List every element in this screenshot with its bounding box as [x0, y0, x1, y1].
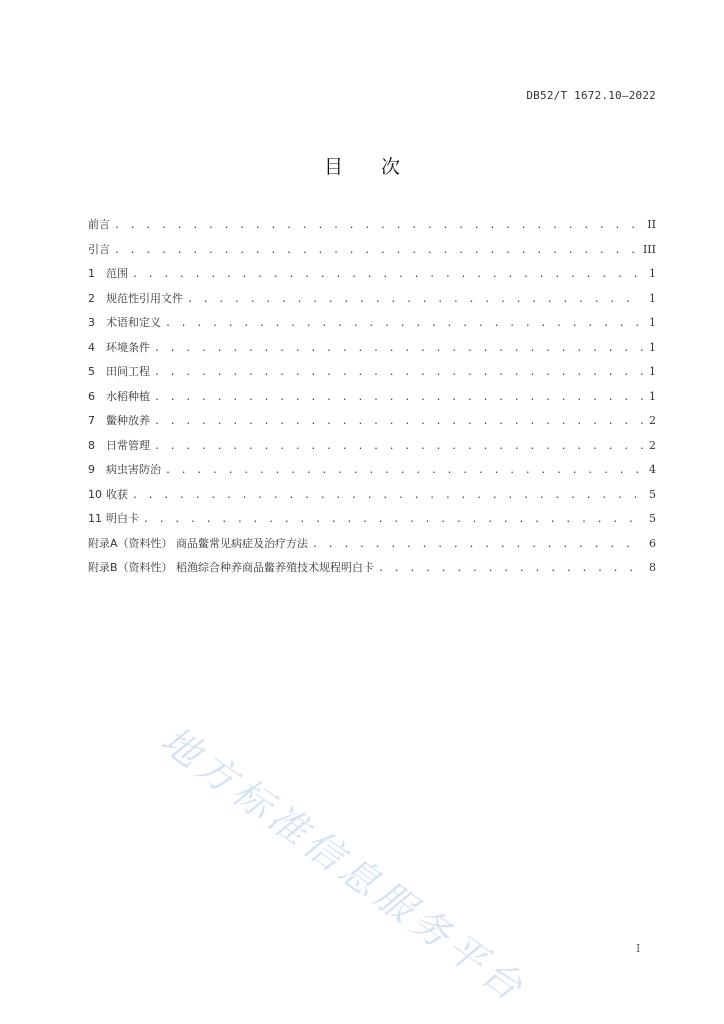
toc-page-number: 1 [649, 316, 656, 329]
toc-leader-dots [378, 563, 643, 574]
toc-leader-dots [187, 294, 643, 305]
toc-label: 3 术语和定义 [88, 316, 161, 329]
toc-leader-dots [154, 441, 643, 452]
toc-leader-dots [154, 416, 643, 427]
toc-label: 11 明白卡 [88, 512, 139, 525]
title-char-1: 目 [323, 156, 343, 178]
toc-leader-dots [143, 514, 643, 525]
toc-entry[interactable] [88, 388, 656, 413]
page-number: I [636, 942, 641, 955]
toc-entry[interactable] [88, 339, 656, 364]
toc-entry[interactable] [88, 486, 656, 511]
toc-label: 5 田间工程 [88, 365, 150, 378]
toc-page-number: 1 [649, 340, 656, 354]
toc-page-number: 1 [649, 267, 656, 280]
toc-label: 7 鳖种放养 [88, 414, 150, 427]
toc-page-number: 5 [649, 512, 656, 525]
title-char-2: 次 [381, 156, 401, 178]
toc-page-number: 1 [649, 291, 656, 305]
toc-entry[interactable] [88, 461, 656, 486]
toc-label: 4 环境条件 [88, 340, 150, 354]
toc-leader-dots [154, 392, 643, 403]
toc-label: 1 范围 [88, 267, 128, 280]
toc-entry[interactable] [88, 412, 656, 437]
toc-entry[interactable] [88, 265, 656, 290]
toc-page-number: 4 [649, 463, 656, 476]
toc-entry[interactable] [88, 241, 656, 266]
toc-leader-dots [154, 367, 643, 378]
toc-label: 2 规范性引用文件 [88, 291, 183, 305]
toc-label: 引言 [88, 242, 110, 256]
toc-leader-dots [114, 245, 637, 256]
toc-leader-dots [165, 465, 643, 476]
toc-leader-dots [165, 318, 643, 329]
toc-label: 附录A（资料性） 商品鳖常见病症及治疗方法 [88, 536, 309, 550]
toc-label: 6 水稻种植 [88, 389, 150, 403]
page-title [0, 152, 724, 179]
toc-leader-dots [154, 343, 643, 354]
toc-page-number: 2 [649, 414, 656, 427]
toc-entry[interactable] [88, 290, 656, 315]
toc-leader-dots [114, 220, 641, 231]
toc-page-number: 1 [649, 365, 656, 378]
toc-page-number: 1 [649, 389, 656, 403]
toc-entry[interactable] [88, 216, 656, 241]
toc-label: 10 收获 [88, 487, 128, 501]
toc-page-number: III [642, 242, 656, 256]
toc-page-number: 6 [649, 536, 656, 550]
toc-leader-dots [132, 269, 643, 280]
toc-page-number: 2 [649, 438, 656, 452]
toc-leader-dots [132, 490, 643, 501]
watermark: 地方标准信息服务平台 [153, 717, 535, 1012]
toc-entry[interactable] [88, 535, 656, 560]
toc-leader-dots [312, 539, 643, 550]
toc-entry[interactable] [88, 363, 656, 388]
table-of-contents [88, 216, 656, 584]
toc-page-number: 8 [649, 561, 656, 574]
toc-entry[interactable] [88, 437, 656, 462]
toc-entry[interactable] [88, 314, 656, 339]
toc-entry[interactable] [88, 559, 656, 584]
standard-code: DB52/T 1672.10—2022 [526, 89, 656, 102]
toc-label: 9 病虫害防治 [88, 463, 161, 476]
toc-entry[interactable] [88, 510, 656, 535]
toc-label: 附录B（资料性） 稻渔综合种养商品鳖养殖技术规程明白卡 [88, 561, 375, 574]
toc-page-number: II [647, 218, 656, 231]
toc-label: 8 日常管理 [88, 438, 150, 452]
toc-label: 前言 [88, 218, 110, 231]
toc-page-number: 5 [649, 487, 656, 501]
